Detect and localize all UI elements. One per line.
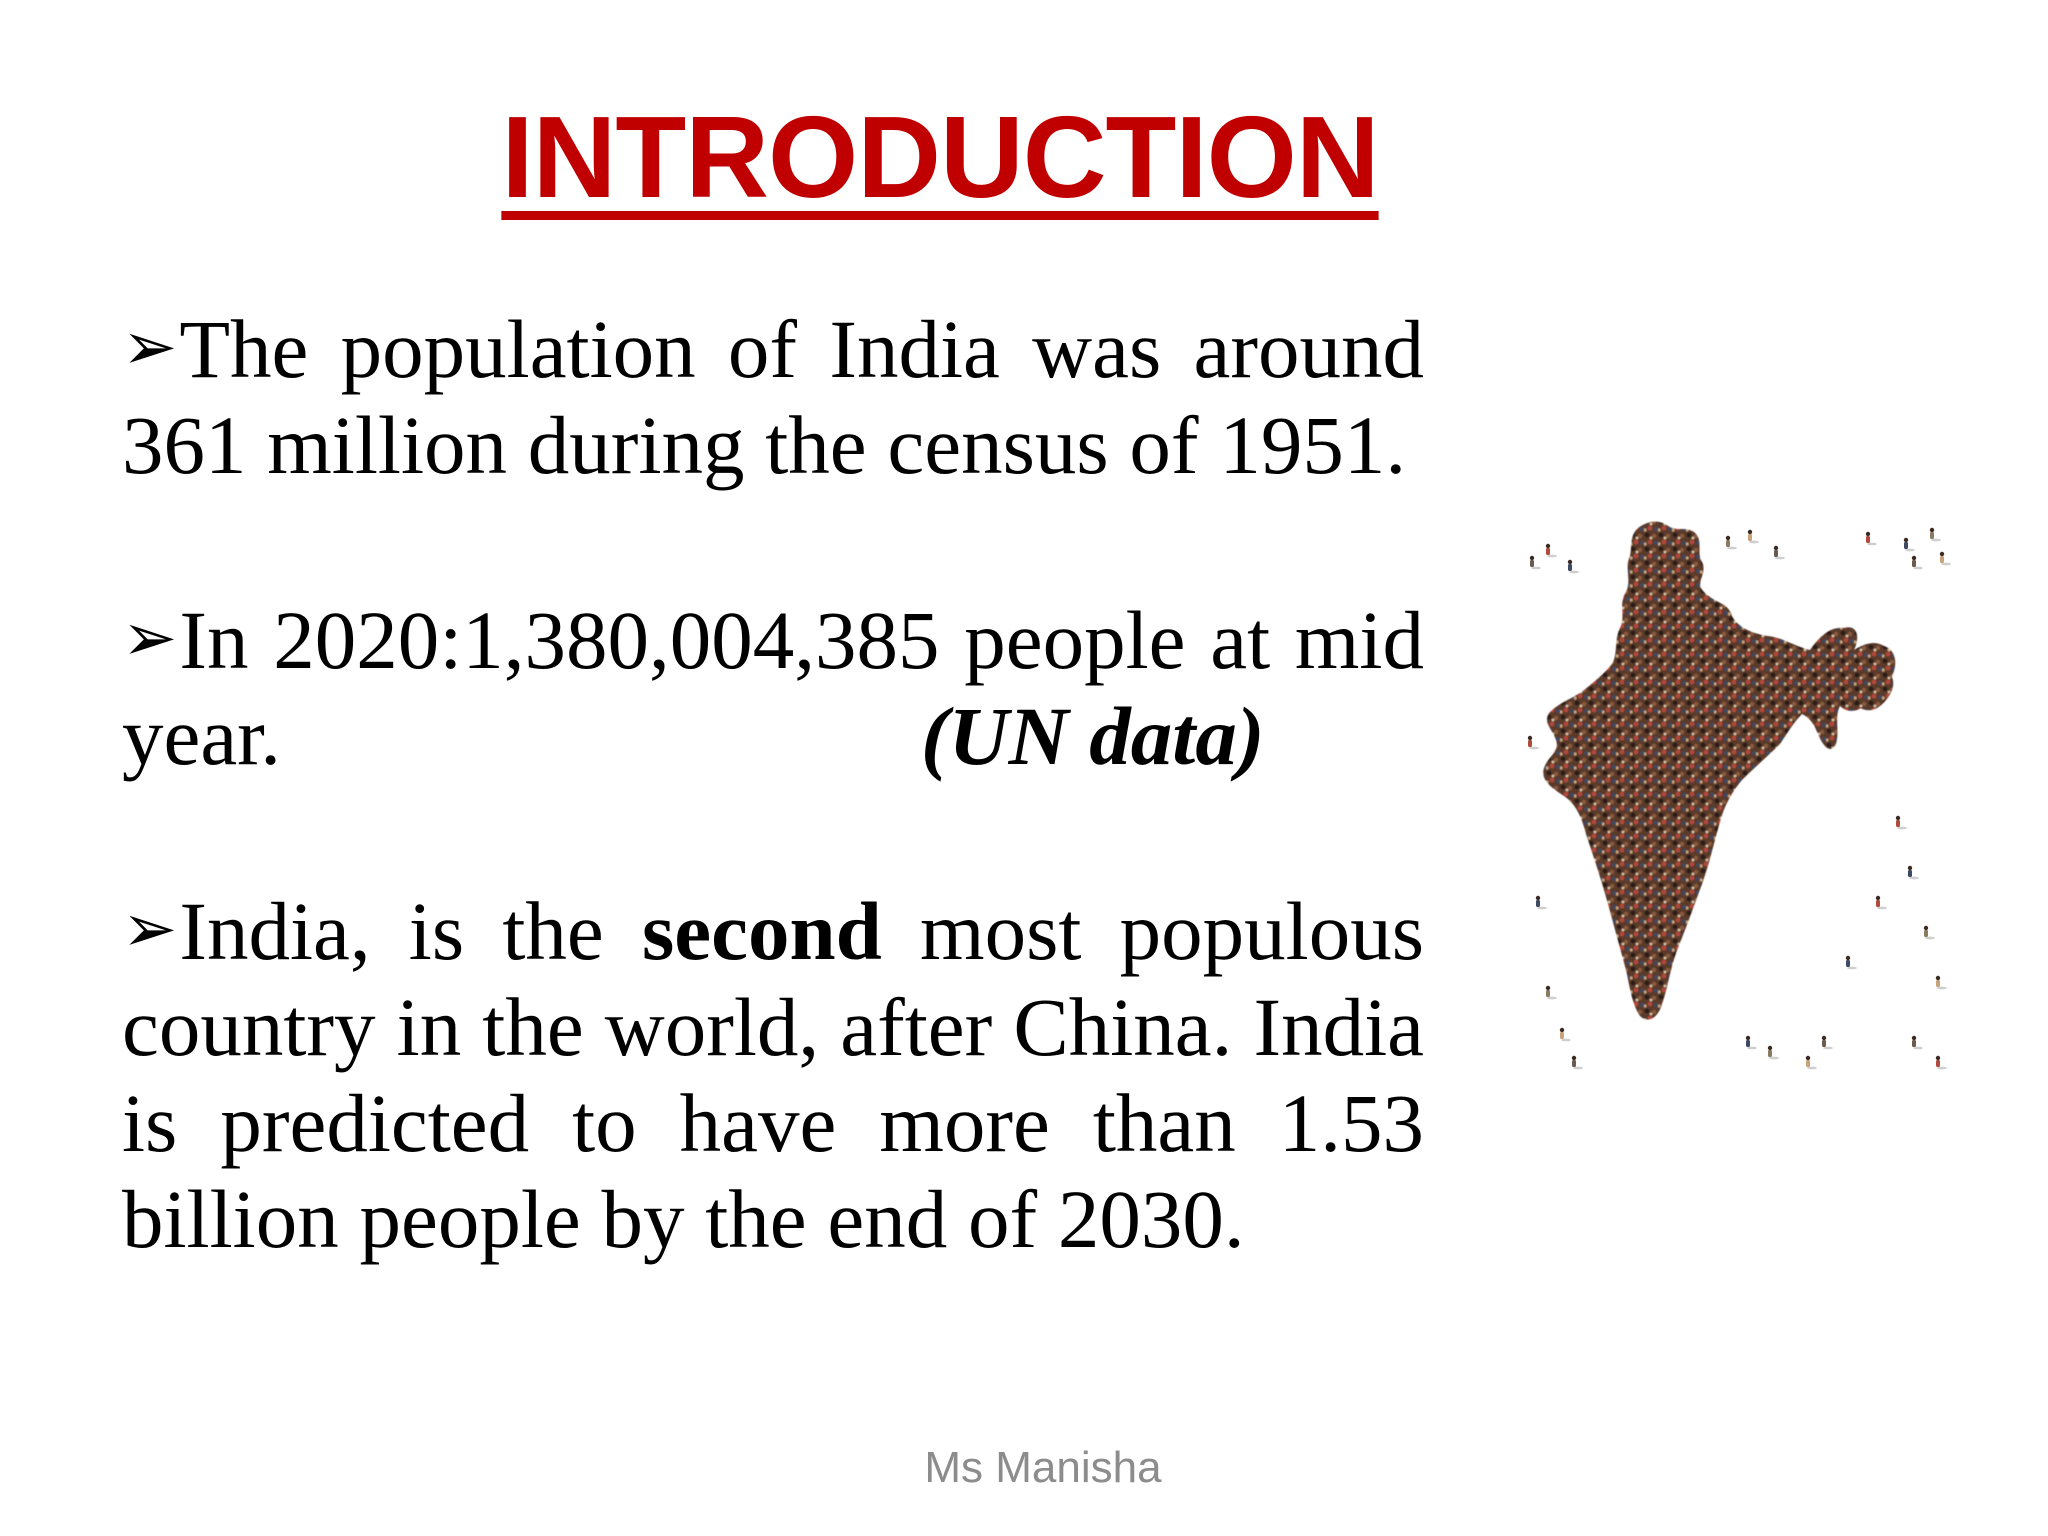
person-figure-icon (1528, 736, 1539, 750)
source-note: (UN data) (921, 690, 1265, 782)
person-figure-icon (1768, 1046, 1779, 1060)
bullet-list (122, 300, 1424, 1365)
person-figure-icon (1866, 532, 1877, 546)
india-map-shape (1543, 522, 1895, 1020)
person-figure-icon (1846, 956, 1857, 970)
india-map-icon (1518, 518, 1958, 1098)
person-figure-icon (1748, 530, 1759, 544)
person-figure-icon (1936, 976, 1947, 990)
person-figure-icon (1912, 556, 1923, 570)
person-figure-icon (1876, 896, 1887, 910)
person-figure-icon (1896, 816, 1907, 830)
person-figure-icon (1908, 866, 1919, 880)
person-figure-icon (1560, 1028, 1571, 1042)
person-figure-icon (1822, 1036, 1833, 1050)
bullet-text: The population of India was around 361 million during the census of 1951. (122, 303, 1424, 491)
person-figure-icon (1774, 546, 1785, 560)
person-figure-icon (1940, 552, 1951, 566)
person-figure-icon (1572, 1056, 1583, 1070)
person-figure-icon (1530, 556, 1541, 570)
bullet-text-start: India, is the (179, 885, 642, 977)
person-figure-icon (1806, 1056, 1817, 1070)
bullet-text-end: most populous country in the world, after China. India is predicted to have more than 1.53 billion people by the end of 2030. (122, 885, 1424, 1265)
person-figure-icon (1746, 1036, 1757, 1050)
person-figure-icon (1924, 926, 1935, 940)
bullet-item-population-2020 (122, 591, 1424, 784)
india-crowd-map-image (1518, 518, 1958, 1098)
bullet-text-bold: second (641, 885, 882, 977)
person-figure-icon (1546, 986, 1557, 1000)
bullet-text: In 2020:1,380,004,385 people at mid year. (122, 594, 1424, 782)
person-figure-icon (1936, 1056, 1947, 1070)
slide-title: INTRODUCTION (501, 92, 1379, 222)
arrow-bullet-icon: ➢ (122, 602, 178, 675)
footer-author: Ms Manisha (924, 1443, 1162, 1492)
arrow-bullet-icon: ➢ (122, 893, 178, 966)
person-figure-icon (1568, 560, 1579, 574)
person-figure-icon (1546, 544, 1557, 558)
person-figure-icon (1904, 538, 1915, 552)
person-figure-icon (1912, 1036, 1923, 1050)
person-figure-icon (1536, 896, 1547, 910)
bullet-item-second-most-populous (122, 882, 1424, 1267)
person-figure-icon (1726, 536, 1737, 550)
person-figure-icon (1930, 528, 1941, 542)
bullet-item-population-1951 (122, 300, 1424, 493)
arrow-bullet-icon: ➢ (122, 311, 178, 384)
